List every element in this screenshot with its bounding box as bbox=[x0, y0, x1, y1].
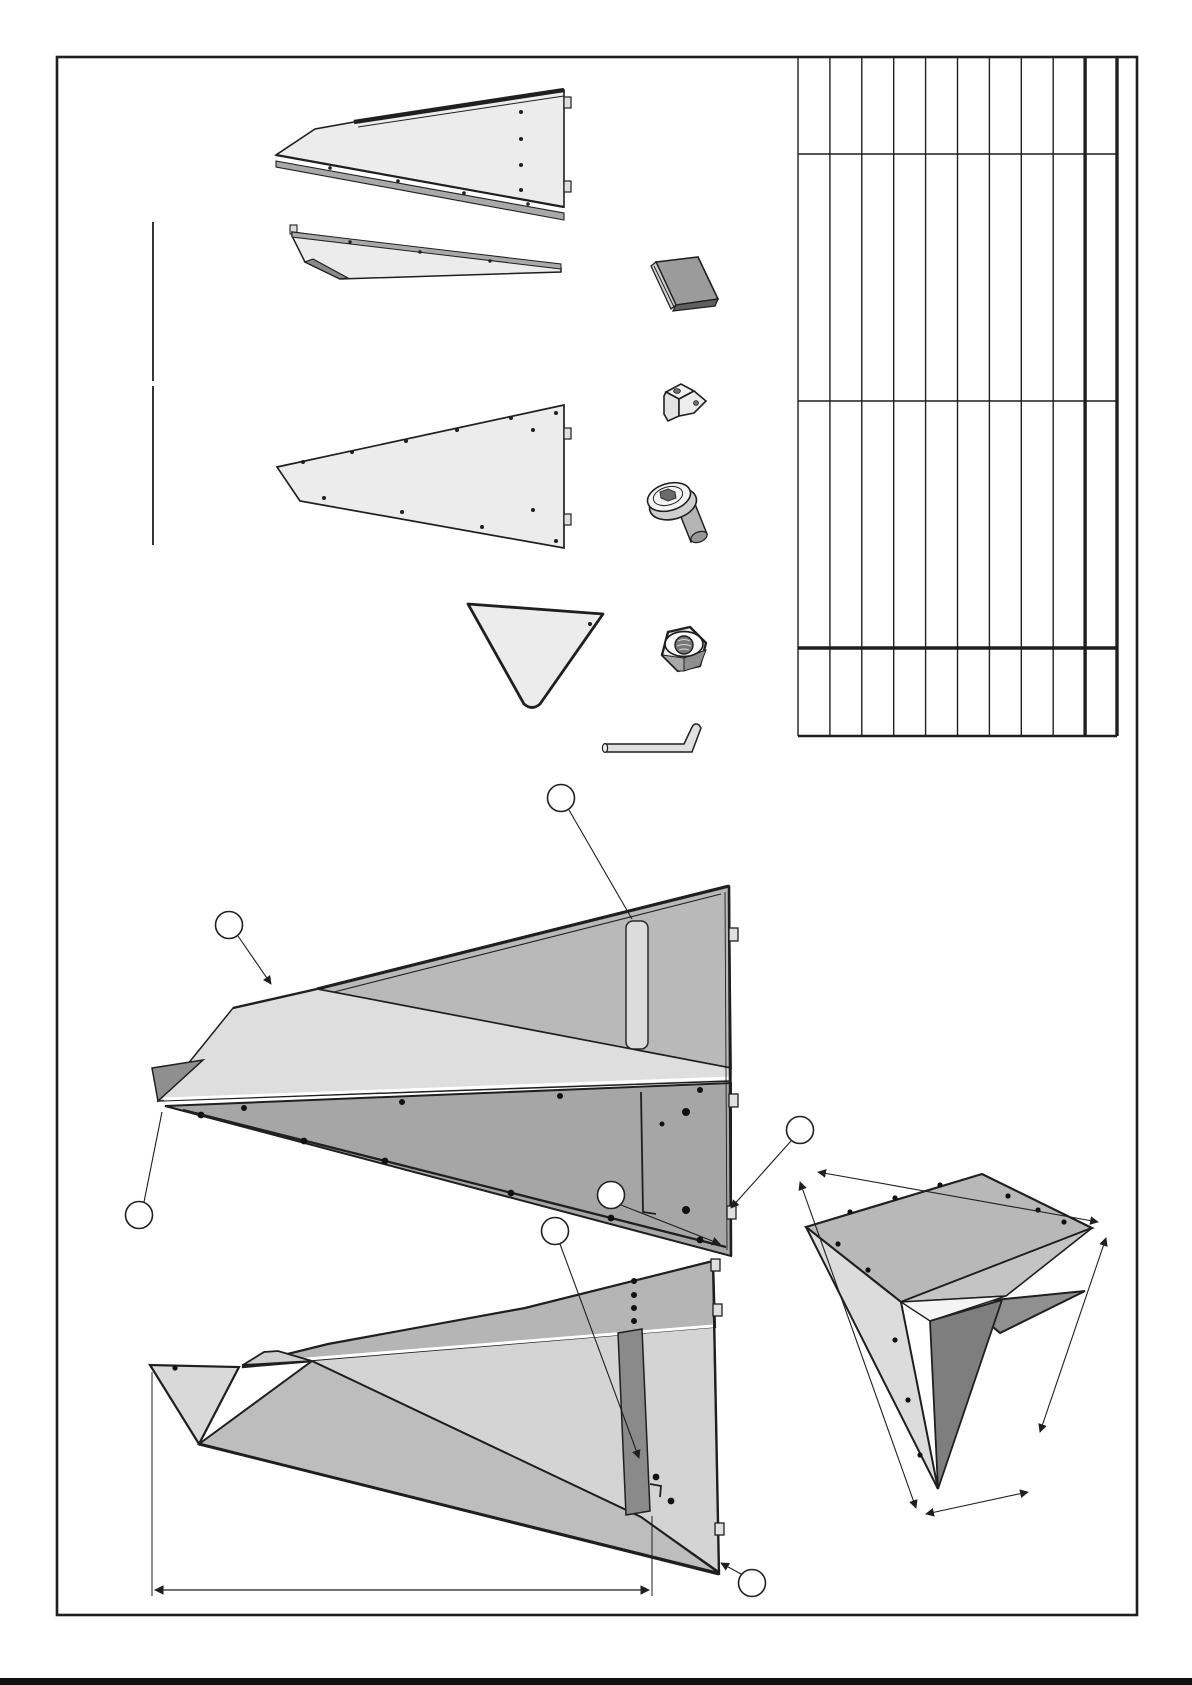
balloon-4 bbox=[787, 1117, 814, 1144]
side-panel-tab-bottom bbox=[564, 181, 571, 192]
upper-view-tab-1 bbox=[729, 928, 738, 941]
balloon-5 bbox=[598, 1182, 625, 1209]
bracket-hole-top bbox=[674, 389, 681, 394]
side-panel-tab-top bbox=[564, 97, 571, 108]
gusset-hole bbox=[588, 622, 592, 626]
lower-view-tab-3 bbox=[715, 1523, 724, 1535]
upper-view-tab-2 bbox=[729, 1094, 738, 1107]
lower-view-tab-2 bbox=[713, 1304, 722, 1316]
nut-threaded-hole bbox=[675, 636, 693, 654]
upper-view-wall-bracket bbox=[626, 921, 648, 1049]
bracket-hole-foot bbox=[694, 401, 699, 406]
lower-view-tab-1 bbox=[711, 1259, 720, 1271]
balloon-6 bbox=[542, 1218, 569, 1245]
bottom-panel-tab-bottom bbox=[564, 514, 571, 525]
balloon-1 bbox=[548, 785, 575, 812]
balloon-2 bbox=[216, 912, 243, 939]
balloon-3 bbox=[126, 1202, 153, 1229]
page-bottom-edge-bar bbox=[0, 1678, 1192, 1685]
bottom-panel-tab-top bbox=[564, 428, 571, 439]
balloon-7 bbox=[739, 1570, 766, 1597]
